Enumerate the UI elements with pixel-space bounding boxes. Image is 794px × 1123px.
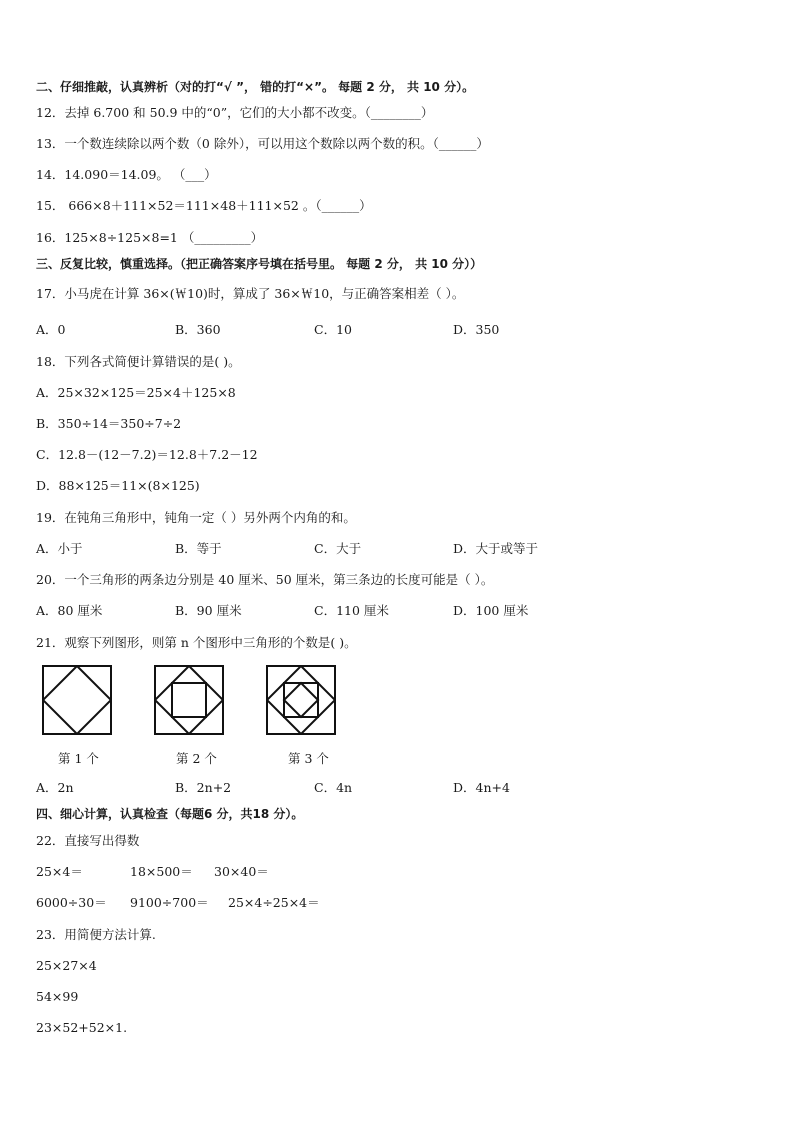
question-16: 16．125×8÷125×8=1 （_________） <box>36 230 264 245</box>
question-21-option-c: C．4n <box>314 780 353 795</box>
question-23-item: 23×52+52×1. <box>36 1020 128 1035</box>
question-21-option-d: D．4n+4 <box>453 780 510 795</box>
question-22-item: 30×40＝ <box>214 864 269 879</box>
question-19-stem: 19．在钝角三角形中，钝角一定（ ）另外两个内角的和。 <box>36 510 356 525</box>
question-22-item: 25×4＝ <box>36 864 83 879</box>
figure-1 <box>42 665 112 735</box>
question-17-stem: 17．小马虎在计算 36×(￦10)时，算成了 36×￦10，与正确答案相差（ ）。 <box>36 286 465 301</box>
question-18-option-b: B．350÷14＝350÷7÷2 <box>36 416 182 431</box>
question-21-stem: 21．观察下列图形，则第 n 个图形中三角形的个数是( )。 <box>36 635 357 650</box>
question-21-option-b: B．2n+2 <box>175 780 232 795</box>
section-4-header: 四、细心计算，认真检查（每题6 分，共18 分）。 <box>36 807 304 821</box>
question-17-option-a: A．0 <box>36 322 66 337</box>
question-18-option-d: D．88×125＝11×(8×125) <box>36 478 200 493</box>
question-18-option-a: A．25×32×125＝25×4＋125×8 <box>36 385 236 400</box>
section-2-header: 二、仔细推敲，认真辨析（对的打“√ ”， 错的打“×”。 每题 2 分， 共 10 分）。 <box>36 80 475 94</box>
question-22-stem: 22．直接写出得数 <box>36 833 140 848</box>
question-13: 13．一个数连续除以两个数（0 除外），可以用这个数除以两个数的积。（______） <box>36 136 489 151</box>
question-19-option-c: C．大于 <box>314 541 362 556</box>
question-23-stem: 23．用简便方法计算. <box>36 927 156 942</box>
question-15: 15． 666×8＋111×52＝111×48＋111×52 。（______） <box>36 198 372 213</box>
figure-2 <box>154 665 224 735</box>
question-12: 12．去掉 6.700 和 50.9 中的“0”，它们的大小都不改变。（________） <box>36 105 434 120</box>
question-18-stem: 18．下列各式简便计算错误的是( )。 <box>36 354 241 369</box>
question-22-item: 9100÷700＝ <box>130 895 209 910</box>
question-20-option-c: C．110 厘米 <box>314 603 389 618</box>
question-21-option-a: A．2n <box>36 780 74 795</box>
question-19-option-b: B．等于 <box>175 541 222 556</box>
question-22-item: 25×4÷25×4＝ <box>228 895 320 910</box>
question-20-option-d: D．100 厘米 <box>453 603 529 618</box>
question-19-option-d: D．大于或等于 <box>453 541 539 556</box>
question-19-option-a: A．小于 <box>36 541 83 556</box>
question-22-item: 18×500＝ <box>130 864 193 879</box>
question-14: 14．14.090＝14.09。 （___） <box>36 167 217 182</box>
question-20-option-b: B．90 厘米 <box>175 603 242 618</box>
question-23-item: 54×99 <box>36 989 79 1004</box>
figure-3-caption: 第 3 个 <box>288 751 329 766</box>
figure-3 <box>266 665 336 735</box>
question-18-option-c: C．12.8－(12－7.2)＝12.8＋7.2－12 <box>36 447 258 462</box>
question-17-option-b: B．360 <box>175 322 221 337</box>
question-17-option-c: C．10 <box>314 322 352 337</box>
question-17-option-d: D．350 <box>453 322 500 337</box>
figure-1-caption: 第 1 个 <box>58 751 99 766</box>
question-20-stem: 20．一个三角形的两条边分别是 40 厘米、50 厘米，第三条边的长度可能是（ ）。 <box>36 572 494 587</box>
section-3-header: 三、反复比较，慎重选择。（把正确答案序号填在括号里。 每题 2 分， 共 10 分）） <box>36 257 483 271</box>
question-20-option-a: A．80 厘米 <box>36 603 103 618</box>
question-23-item: 25×27×4 <box>36 958 97 973</box>
question-22-item: 6000÷30＝ <box>36 895 107 910</box>
figure-2-caption: 第 2 个 <box>176 751 217 766</box>
